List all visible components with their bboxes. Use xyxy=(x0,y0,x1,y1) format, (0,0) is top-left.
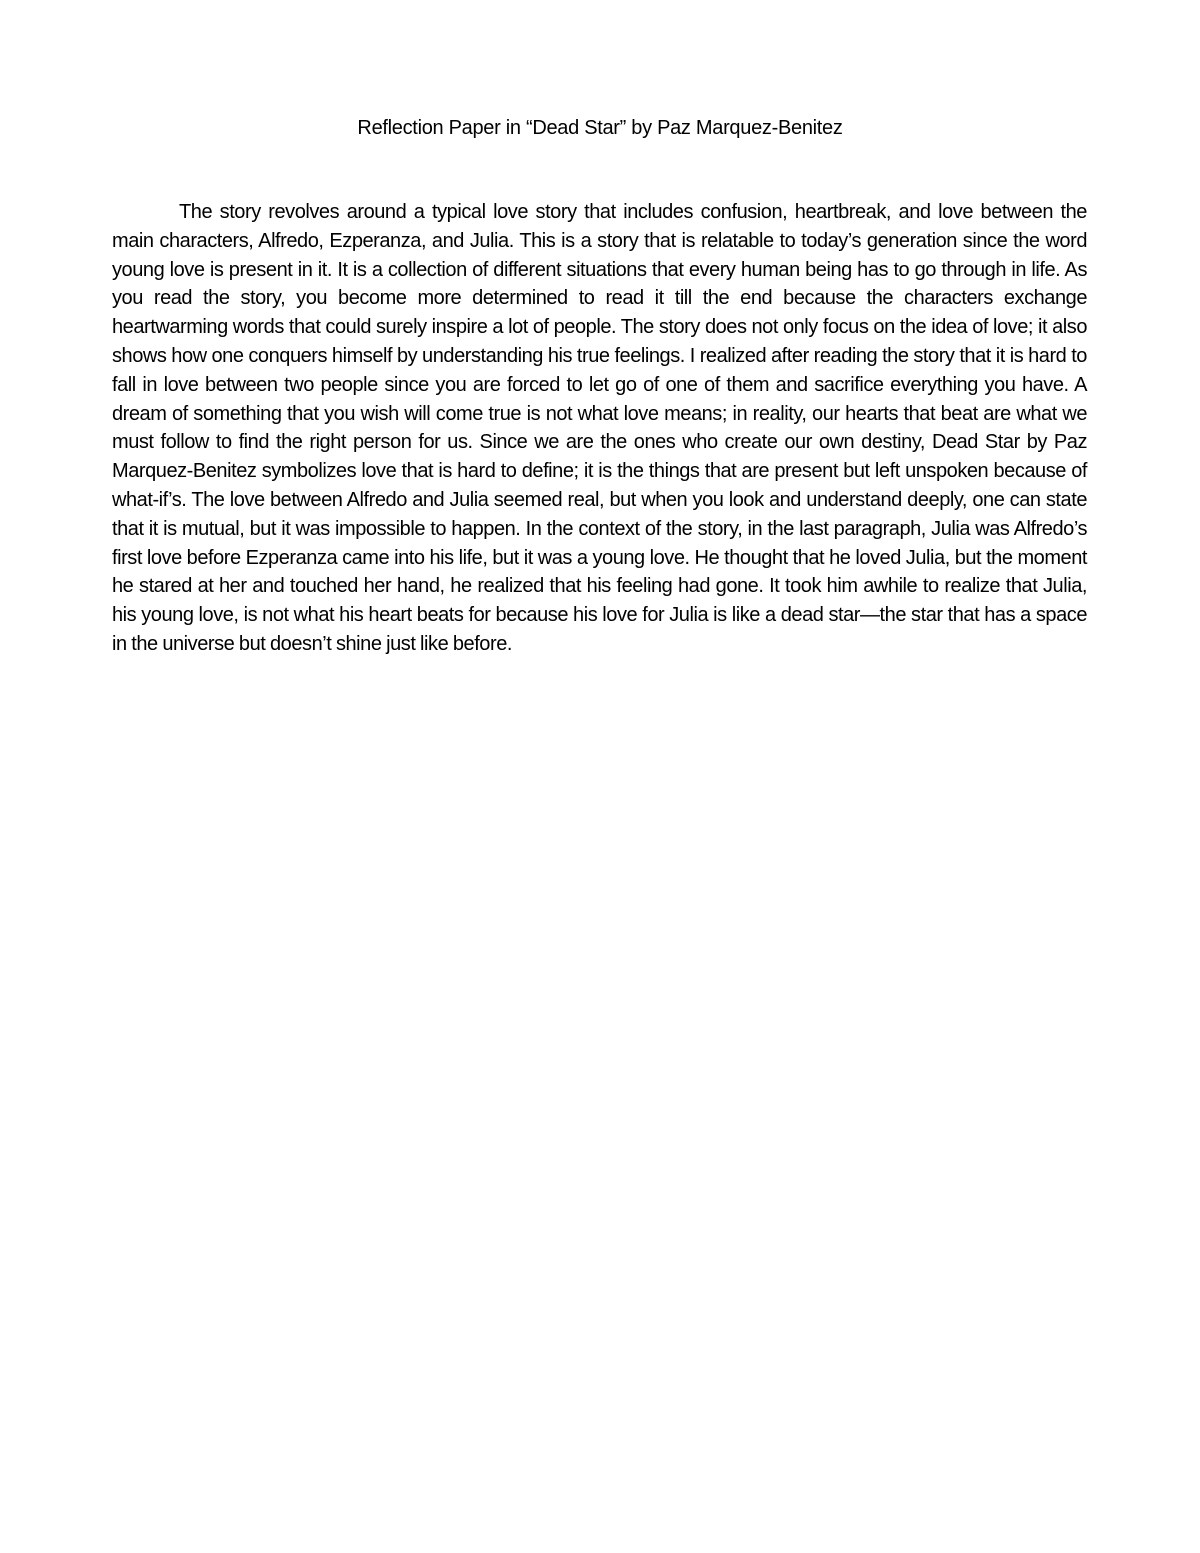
body-paragraph: The story revolves around a typical love story that includes confusion, heartbreak, and love between the main characters, Alfredo, Ezperanza, and Julia. This is a story that is relatable to today’s generation since the word young love is present in it. It is a collection of different situations that every human being has to go through in life. As you read the story, you become more determined to read it till the end because the characters exchange heartwarming words that could surely inspire a lot of people. The story does not only focus on the idea of love; it also shows how one conquers himself by understanding his true feelings. I realized after reading the story that it is hard to fall in love between two people since you are forced to let go of one of them and sacrifice everything you have. A dream of something that you wish will come true is not what love means; in reality, our hearts that beat are what we must follow to find the right person for us. Since we are the ones who create our own destiny, Dead Star by Paz Marquez-Benitez symbolizes love that is hard to define; it is the things that are present but left unspoken because of what-if’s. The love between Alfredo and Julia seemed real, but when you look and understand deeply, one can state that it is mutual, but it was impossible to happen. In the context of the story, in the last paragraph, Julia was Alfredo’s first love before Ezperanza came into his life, but it was a young love. He thought that he loved Julia, but the moment he stared at her and touched her hand, he realized that his feeling had gone. It took him awhile to realize that Julia, his young love, is not what his heart beats for because his love for Julia is like a dead star—the star that has a space in the universe but doesn’t shine just like before. xyxy=(112,201,1087,655)
document-title: Reflection Paper in “Dead Star” by Paz Marquez-Benitez xyxy=(357,117,843,139)
